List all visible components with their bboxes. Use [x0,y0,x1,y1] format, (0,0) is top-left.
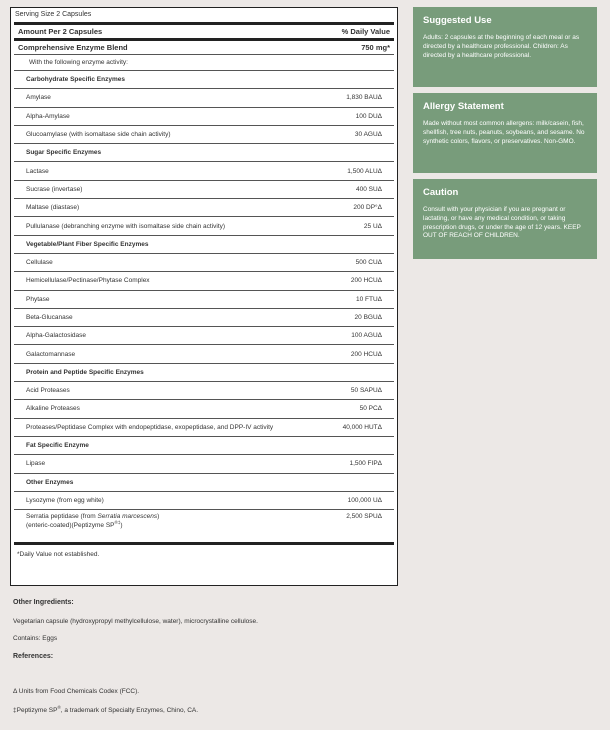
table-row [14,491,394,509]
daily-value-footnote: *Daily Value not established. [17,551,100,559]
enzyme-value: 1,500 FIPΔ [349,460,382,468]
enzyme-name: Acid Proteases [26,387,70,395]
table-row [14,198,394,216]
table-row [14,509,394,535]
enzyme-value: 200 HCUΔ [350,350,382,358]
table-row [14,290,394,308]
enzyme-value: 100 AGUΔ [351,332,382,340]
category-name: Carbohydrate Specific Enzymes [26,76,125,84]
category-name: Fat Specific Enzyme [26,442,89,450]
suggested-use-body: Adults: 2 capsules at the beginning of each meal or as directed by a healthcare professional. Children: As directed by a healthcare professional. [423,34,580,59]
category-row [14,436,394,454]
enzyme-value: 100 DUΔ [355,112,382,120]
enzyme-value: 100,000 UΔ [347,496,382,504]
supplement-facts-panel [10,7,398,586]
blend-row [14,41,394,54]
enzyme-name: Cellulase [26,259,53,267]
enzyme-name: Proteases/Peptidase Complex with endopeptidase, exopeptidase, and DPP-IV activity [26,423,274,431]
amount-header: Amount Per 2 Capsules [18,27,103,36]
table-row [14,418,394,436]
enzyme-name: Lipase [26,460,46,468]
enzyme-name: Alkaline Proteases [26,405,80,413]
reference-units: Δ Units from Food Chemicals Codex (FCC). [13,688,140,695]
category-row [14,235,394,253]
enzyme-value: 20 BGUΔ [354,314,382,321]
enzyme-value: 40,000 HUTΔ [342,423,382,431]
amount-header-row [14,25,394,41]
enzyme-name: Maltase (diastase) [26,204,80,212]
enzyme-value: 1,830 BAUΔ [346,94,382,102]
table-row [14,381,394,399]
enzyme-table [14,70,394,509]
enzyme-value: 30 AGUΔ [354,131,382,139]
table-row [14,107,394,125]
allergy-statement-body: Made without most common allergens: milk/casein, fish, shellfish, tree nuts, peanuts, soybeans, and sesame. No synthetic colors, flavors, or preservatives. Non-GMO. [423,120,585,145]
enzyme-value: 200 DP°Δ [353,204,382,212]
category-name: Protein and Peptide Specific Enzymes [26,368,144,376]
category-name: Sugar Specific Enzymes [26,149,102,157]
enzyme-value: 50 PCΔ [359,405,382,413]
enzyme-value: 2,500 SPUΔ [346,513,382,521]
enzyme-value: 1,500 ALUΔ [347,167,382,175]
enzyme-name: Lactase [26,167,49,175]
suggested-use-title: Suggested Use [423,15,492,26]
caution-body: Consult with your physician if you are pregnant or lactating, or have any medical condition, or taking prescription drugs, or under the age of 12 years. KEEP OUT OF REACH OF CHILDREN. [423,206,581,240]
table-row [14,253,394,271]
table-row [14,326,394,344]
table-row [14,161,394,179]
reference-trademark: ‡Peptizyme SP®, a trademark of Specialty Enzymes, Chino, CA. [13,705,199,715]
table-row [14,344,394,362]
enzyme-name: Beta-Glucanase [26,314,73,321]
category-row [14,143,394,161]
enzyme-name: Amylase [26,94,51,102]
blend-name: Comprehensive Enzyme Blend [18,43,128,52]
enzyme-name: Sucrase (invertase) [26,185,83,193]
caution-title: Caution [423,187,459,198]
enzyme-name: Hemicellulase/Pectinase/Phytase Complex [26,277,150,285]
enzyme-name: Alpha-Galactosidase [26,332,86,340]
blend-amount: 750 mg* [361,43,390,52]
table-row [14,216,394,234]
enzyme-value: 400 SUΔ [355,185,382,193]
other-ingredients-heading: Other Ingredients: [13,599,74,606]
enzyme-name: Phytase [26,295,50,303]
table-row [14,88,394,106]
category-row [14,70,394,88]
serving-size: Serving Size 2 Capsules [15,11,92,18]
table-row [14,454,394,472]
enzyme-value: 50 SAPUΔ [350,387,382,395]
table-row [14,125,394,143]
table-row [14,308,394,326]
enzyme-value: 25 UΔ [363,222,382,230]
caution-box [413,179,597,259]
other-ingredients: Vegetarian capsule (hydroxypropyl methylcellulose, water), microcrystalline cellulose. [13,618,258,625]
enzyme-name: Alpha-Amylase [26,112,70,120]
enzyme-activity-intro: With the following enzyme activity: [14,54,394,70]
enzyme-value: 10 FTUΔ [355,295,382,303]
references-heading: References: [13,653,54,660]
enzyme-name: Pullulanase (debranching enzyme with isomaltase side chain activity) [26,222,226,230]
enzyme-name: Serratia peptidase (from Serratia marcescens) (enteric-coated)(Peptizyme SP®‡) [26,513,160,530]
category-row [14,473,394,491]
contains-statement: Contains: Eggs [13,635,58,642]
table-row [14,180,394,198]
table-row [14,399,394,417]
allergy-statement-box [413,93,597,173]
category-name: Other Enzymes [26,478,74,486]
enzyme-value: 200 HCUΔ [350,277,382,285]
suggested-use-box [413,7,597,87]
enzyme-name: Glucoamylase (with isomaltase side chain activity) [26,131,171,139]
enzyme-name: Lysozyme (from egg white) [26,496,104,504]
enzyme-name: Galactomannase [26,350,76,358]
table-row [14,271,394,289]
category-row [14,363,394,381]
allergy-statement-title: Allergy Statement [423,101,504,112]
category-name: Vegetable/Plant Fiber Specific Enzymes [26,240,149,248]
daily-value-header: % Daily Value [341,27,390,36]
enzyme-value: 500 CUΔ [355,259,382,267]
